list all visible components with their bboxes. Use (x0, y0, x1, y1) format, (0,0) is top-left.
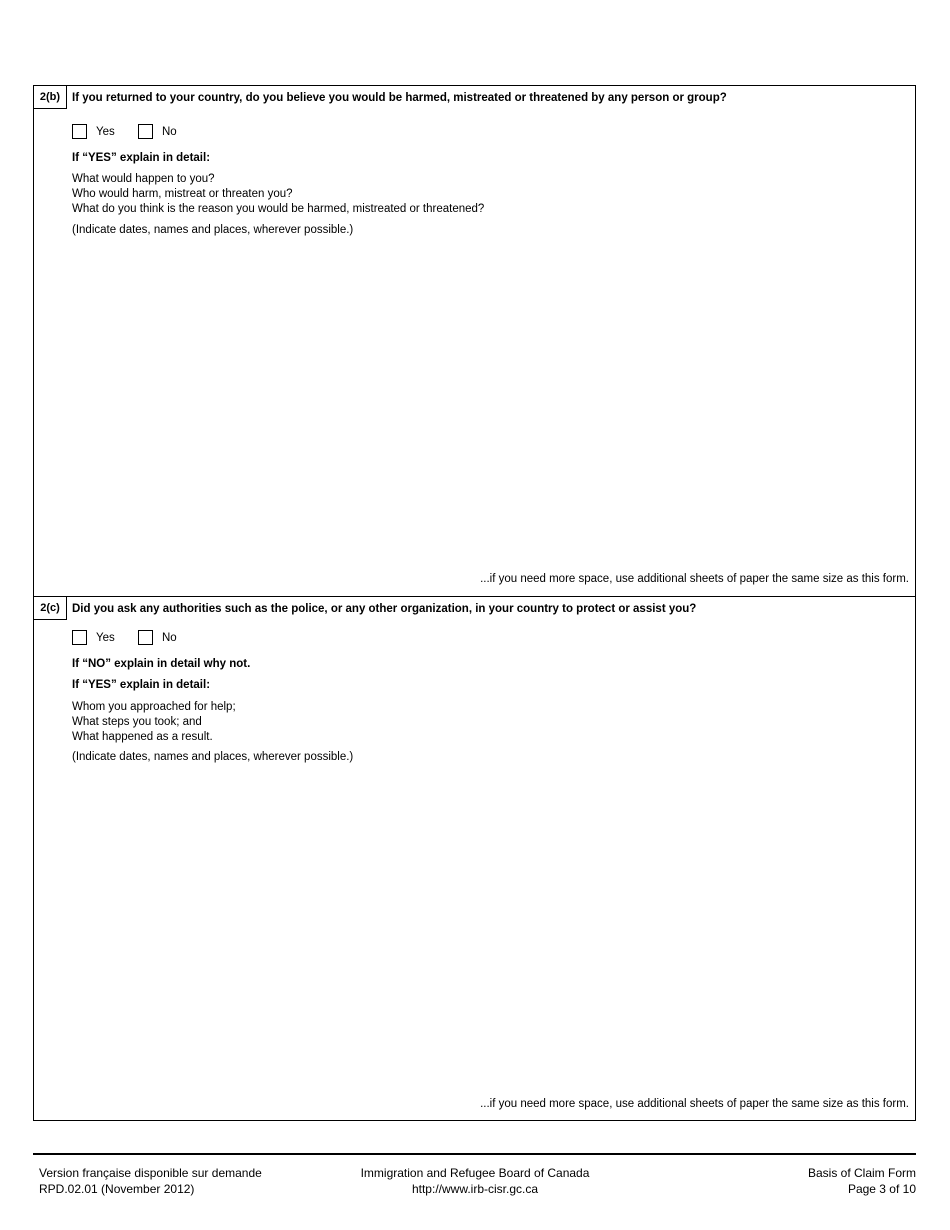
page-number: Page 3 of 10 (847, 1182, 916, 1196)
indicate-note: (Indicate dates, names and places, wherever possible.) (72, 224, 354, 236)
prompt-item: What steps you took; and (72, 716, 202, 728)
question-number: 2(b) (34, 86, 67, 109)
more-space-note: ...if you need more space, use additional sheets of paper the same size as this form. (480, 573, 909, 585)
section-2b (33, 85, 916, 597)
indicate-note: (Indicate dates, names and places, wherever possible.) (72, 751, 354, 763)
explain-no-label: If “NO” explain in detail why not. (72, 658, 251, 670)
yes-option[interactable] (72, 630, 115, 645)
prompt-list (72, 700, 236, 745)
french-version-note: Version française disponible sur demande (39, 1166, 262, 1180)
form-code: RPD.02.01 (November 2012) (39, 1182, 195, 1196)
prompt-item: What do you think is the reason you would be harmed, mistreated or threatened? (72, 203, 485, 215)
yes-option[interactable] (72, 124, 115, 139)
no-checkbox[interactable] (138, 630, 153, 645)
prompt-item: Whom you approached for help; (72, 701, 236, 713)
no-option[interactable] (138, 124, 177, 139)
question-text: Did you ask any authorities such as the police, or any other organization, in your country to protect or assist you? (72, 603, 697, 615)
explain-yes-label: If “YES” explain in detail: (72, 679, 211, 691)
agency-url[interactable]: http://www.irb-cisr.gc.ca (411, 1182, 539, 1196)
explain-yes-label: If “YES” explain in detail: (72, 152, 211, 164)
prompt-item: What happened as a result. (72, 731, 213, 743)
yes-label: Yes (96, 125, 115, 138)
more-space-note: ...if you need more space, use additional sheets of paper the same size as this form. (480, 1098, 909, 1110)
yes-label: Yes (96, 631, 115, 644)
yes-checkbox[interactable] (72, 124, 87, 139)
yes-checkbox[interactable] (72, 630, 87, 645)
footer-left (39, 1165, 262, 1197)
prompt-list (72, 172, 484, 217)
prompt-item: Who would harm, mistreat or threaten you? (72, 188, 293, 200)
no-option[interactable] (138, 630, 177, 645)
footer-center (300, 1165, 650, 1197)
no-checkbox[interactable] (138, 124, 153, 139)
question-text: If you returned to your country, do you believe you would be harmed, mistreated or threatened by any person or group? (72, 92, 727, 104)
footer-right (808, 1165, 916, 1197)
no-label: No (162, 125, 177, 138)
section-2c (33, 596, 916, 1121)
footer-divider (33, 1153, 916, 1155)
agency-name: Immigration and Refugee Board of Canada (360, 1166, 590, 1180)
prompt-item: What would happen to you? (72, 173, 215, 185)
form-title: Basis of Claim Form (807, 1166, 916, 1180)
question-number: 2(c) (34, 597, 67, 620)
no-label: No (162, 631, 177, 644)
